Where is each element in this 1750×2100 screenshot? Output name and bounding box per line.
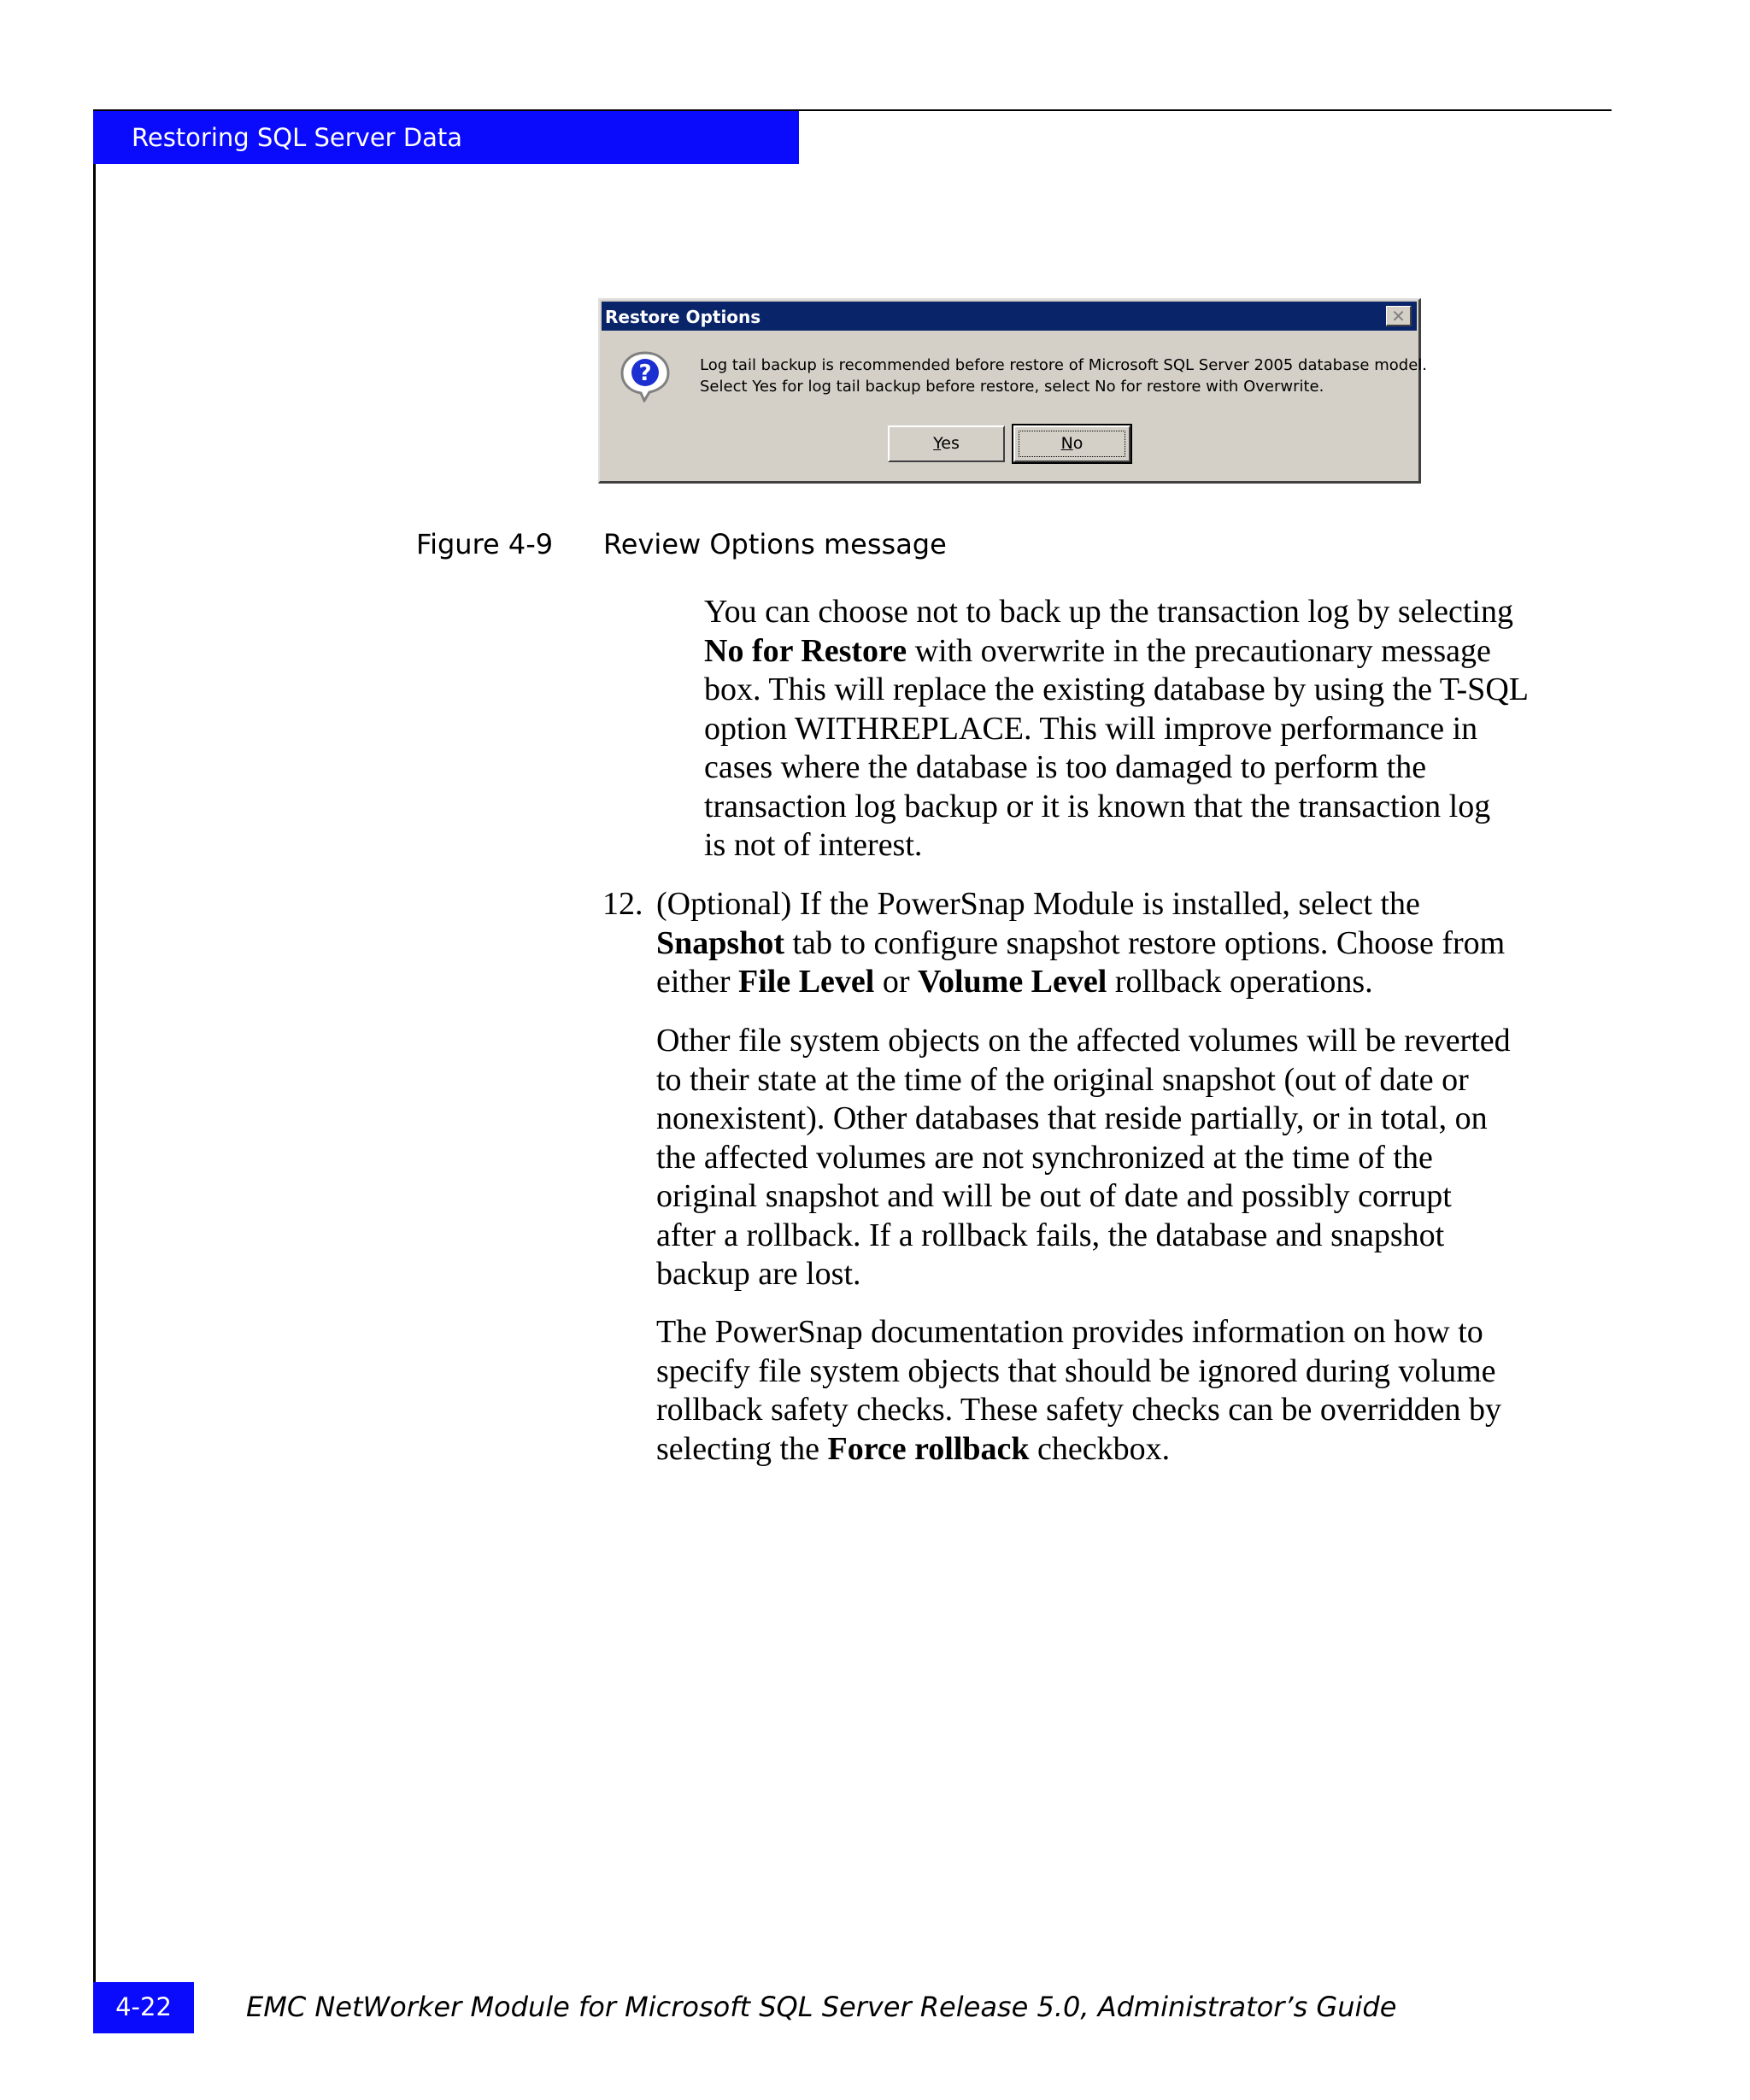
text-line: specify file system objects that should be ignored during volume xyxy=(656,1352,1496,1389)
svg-text:?: ? xyxy=(638,361,652,386)
paragraph-powersnap-docs xyxy=(656,1313,1605,1469)
text-line: option WITHREPLACE. This will improve performance in xyxy=(704,710,1478,747)
text-line: either File Level or Volume Level rollback operations. xyxy=(656,964,1373,1000)
footer-doc-title: EMC NetWorker Module for Microsoft SQL Server Release 5.0, Administrator’s Guide xyxy=(246,1991,1397,2023)
text-line: You can choose not to back up the transaction log by selecting xyxy=(704,594,1513,630)
figure-number: Figure 4-9 xyxy=(416,528,554,560)
text-line: The PowerSnap documentation provides information on how to xyxy=(656,1314,1483,1350)
step-12-text xyxy=(656,885,1605,1002)
dialog-title: Restore Options xyxy=(605,307,761,327)
text-line: Snapshot tab to configure snapshot restore options. Choose from xyxy=(656,924,1506,961)
text-line: the affected volumes are not synchronized at the time of the xyxy=(656,1139,1433,1176)
text-line: box. This will replace the existing database by using the T-SQL xyxy=(704,672,1529,707)
close-icon[interactable]: ✕ xyxy=(1386,306,1412,326)
no-button[interactable]: No xyxy=(1013,425,1130,462)
text-line: transaction log backup or it is known that the transaction log xyxy=(704,788,1491,824)
dialog-message-line: Select Yes for log tail backup before restore, select No for restore with Overwrite. xyxy=(700,378,1324,396)
dialog-message xyxy=(700,355,1427,397)
text-line: backup are lost. xyxy=(656,1256,861,1292)
text-line: nonexistent). Other databases that reside partially, or in total, on xyxy=(656,1100,1488,1136)
restore-options-dialog xyxy=(598,298,1428,484)
text-line: after a rollback. If a rollback fails, the database and snapshot xyxy=(656,1217,1445,1253)
question-icon xyxy=(619,349,672,402)
yes-button[interactable]: Yes xyxy=(888,425,1005,462)
text-line: selecting the Force rollback checkbox. xyxy=(656,1430,1171,1467)
paragraph-rollback-warning xyxy=(656,1022,1605,1294)
text-line: Other file system objects on the affected volumes will be reverted xyxy=(656,1023,1511,1059)
text-line: original snapshot and will be out of date and possibly corrupt xyxy=(656,1178,1452,1214)
dialog-message-line: Log tail backup is recommended before restore of Microsoft SQL Server 2005 database model. xyxy=(700,356,1428,374)
page-number: 4-22 xyxy=(93,1982,194,2033)
section-title: Restoring SQL Server Data xyxy=(93,111,799,164)
text-line: cases where the database is too damaged to perform the xyxy=(704,749,1427,785)
paragraph-no-for-restore xyxy=(704,593,1610,865)
text-line: is not of interest. xyxy=(704,827,923,863)
step-number: 12. xyxy=(602,886,643,922)
text-line: (Optional) If the PowerSnap Module is installed, select the xyxy=(656,886,1420,922)
margin-rule xyxy=(93,109,96,2033)
text-line: rollback safety checks. These safety checks can be overridden by xyxy=(656,1392,1501,1428)
figure-title: Review Options message xyxy=(603,528,947,560)
dialog-titlebar xyxy=(602,302,1417,331)
text-line: to their state at the time of the original snapshot (out of date or xyxy=(656,1061,1469,1098)
text-line: No for Restore with overwrite in the precautionary message xyxy=(704,632,1491,669)
